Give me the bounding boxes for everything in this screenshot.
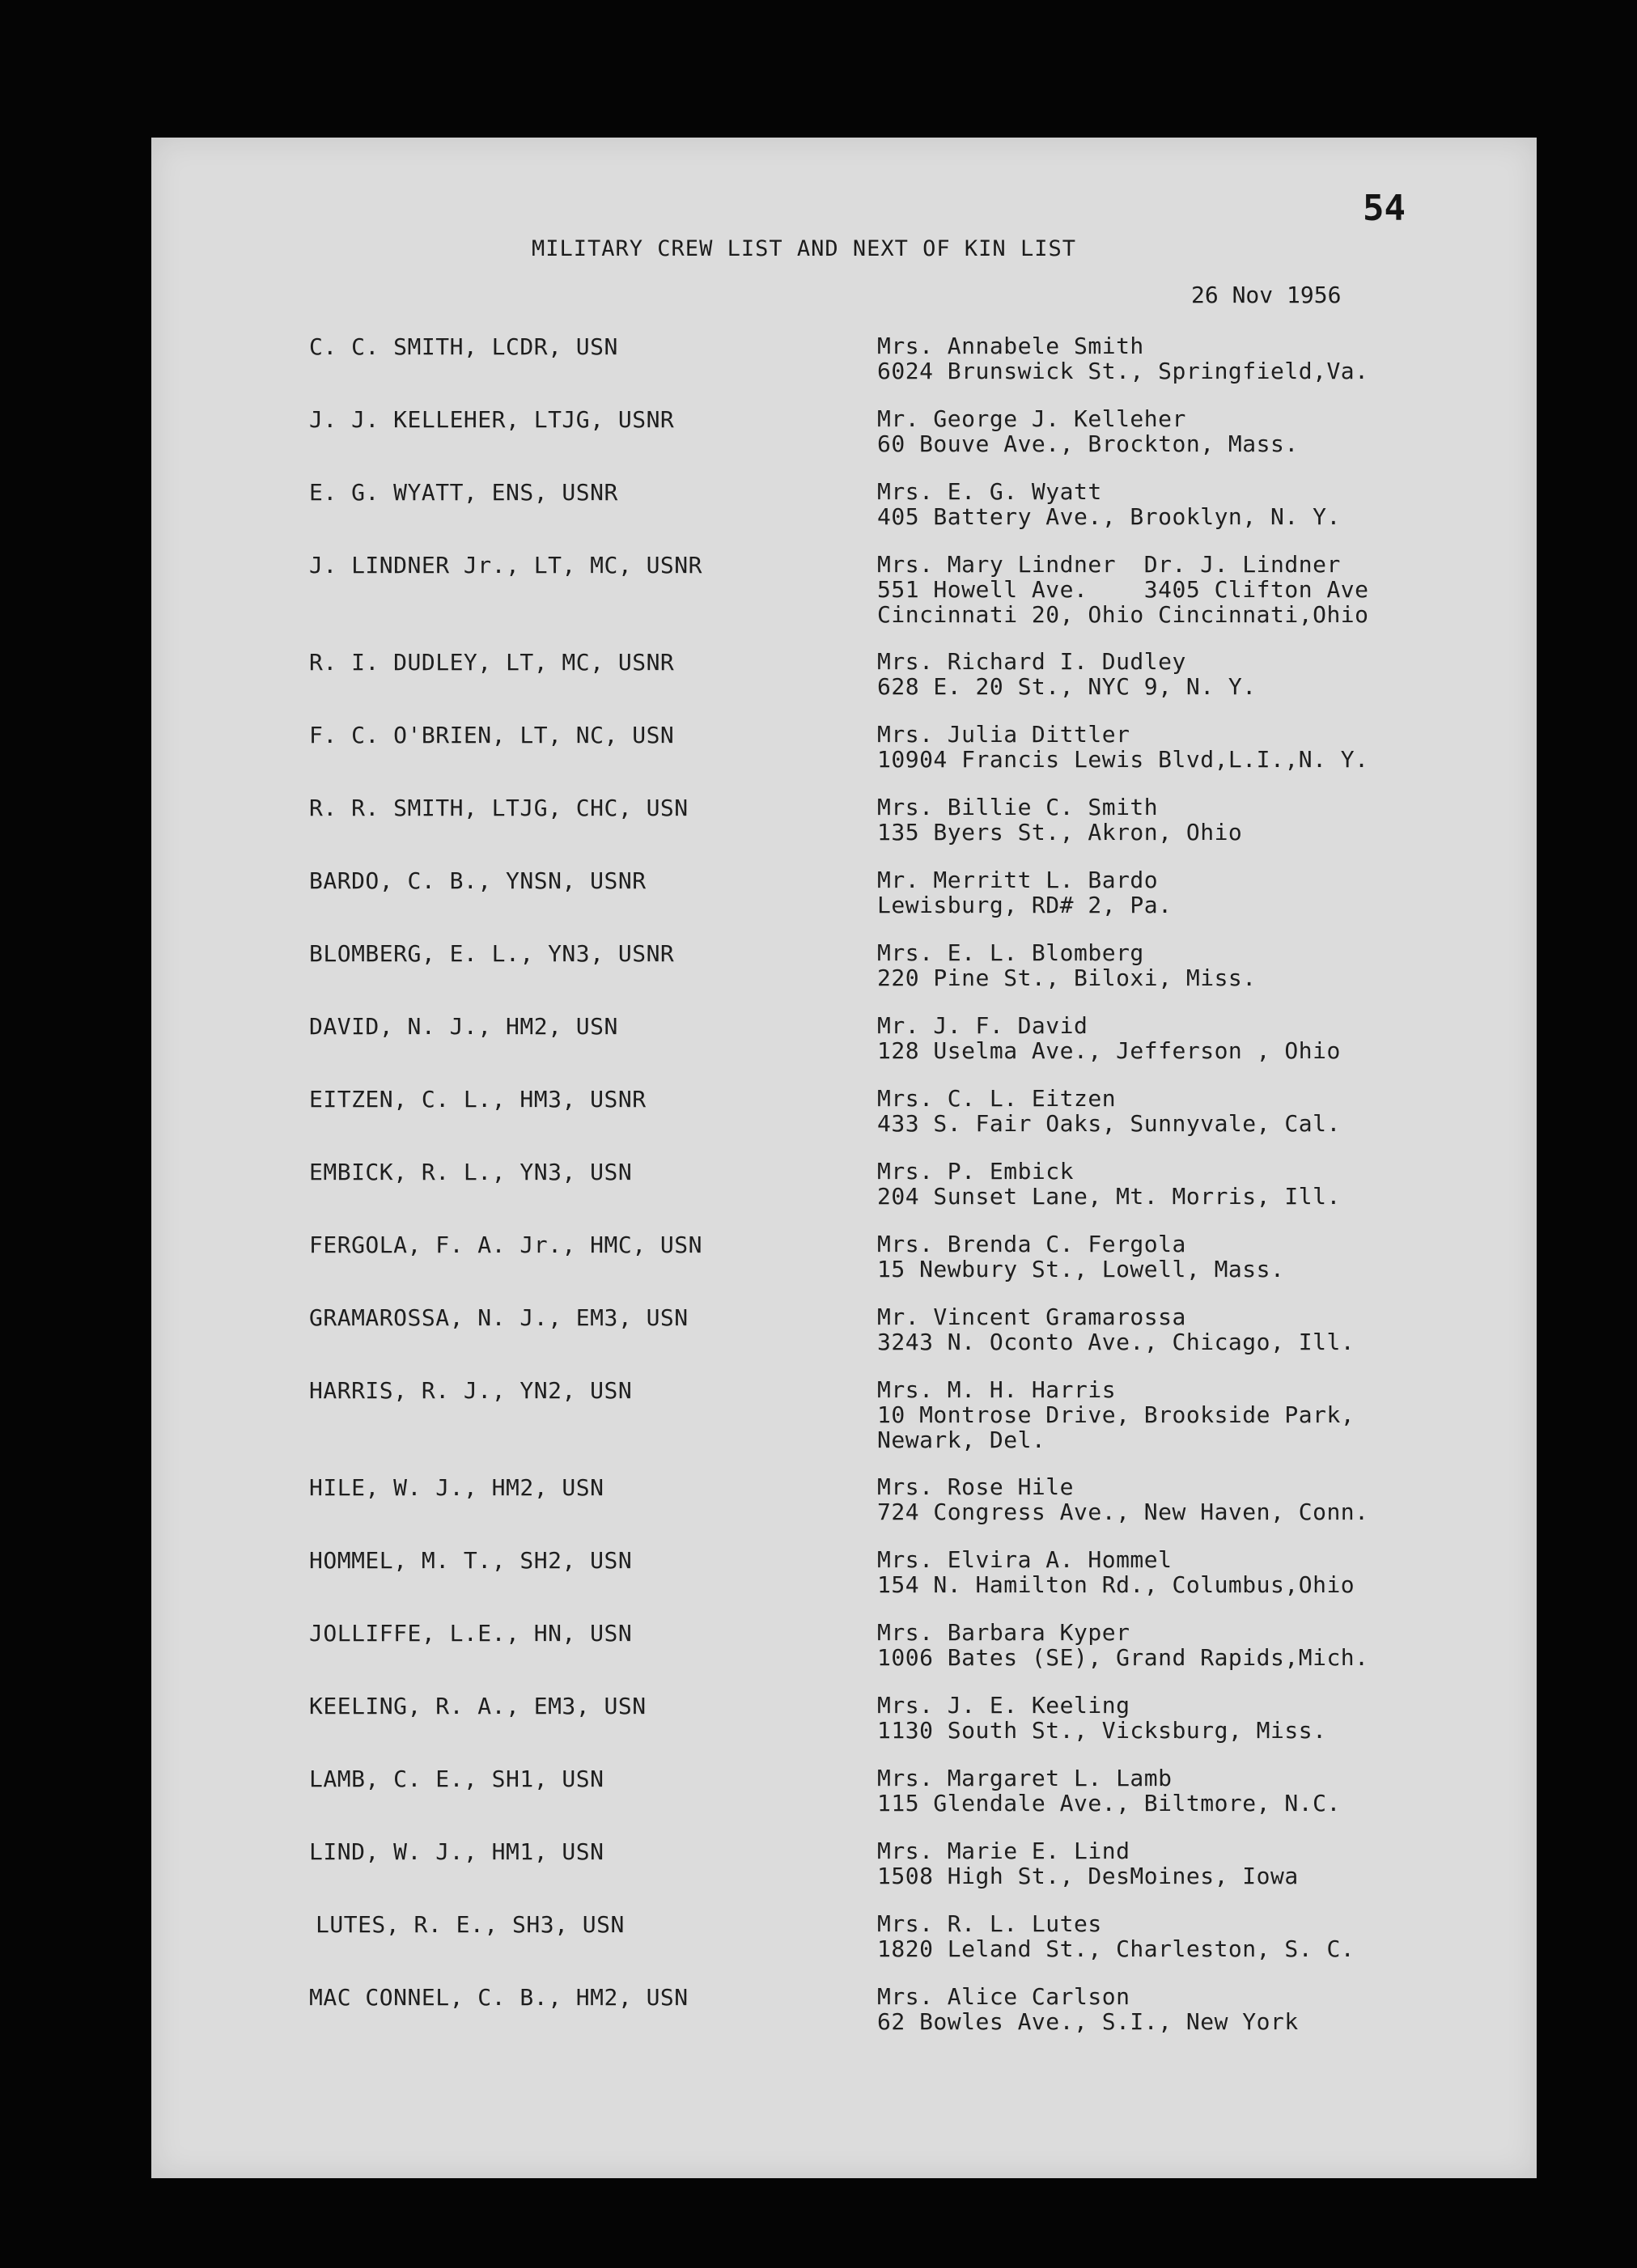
kin-name: Mrs. Rose Hile [877, 1473, 1075, 1500]
kin-address-line: Cincinnati 20, Ohio Cincinnati,Ohio [877, 601, 1369, 628]
kin-address-line: 15 Newbury St., Lowell, Mass. [877, 1256, 1285, 1282]
crew-member: C. C. SMITH, LCDR, USN [309, 333, 618, 360]
kin-address-line: 433 S. Fair Oaks, Sunnyvale, Cal. [877, 1110, 1341, 1137]
next-of-kin [877, 1547, 1355, 1597]
crew-member: R. R. SMITH, LTJG, CHC, USN [309, 795, 689, 821]
kin-address-line: 128 Uselma Ave., Jefferson , Ohio [877, 1037, 1341, 1064]
kin-name: Mrs. Elvira A. Hommel [877, 1546, 1173, 1573]
kin-name: Mrs. R. L. Lutes [877, 1910, 1102, 1937]
crew-member: JOLLIFFE, L.E., HN, USN [309, 1620, 633, 1647]
crew-member: J. LINDNER Jr., LT, MC, USNR [309, 552, 703, 579]
kin-name: Mrs. E. G. Wyatt [877, 478, 1102, 505]
kin-name: Mr. George J. Kelleher [877, 405, 1186, 432]
crew-member: HARRIS, R. J., YN2, USN [309, 1377, 633, 1404]
kin-address-line: 3243 N. Oconto Ave., Chicago, Ill. [877, 1329, 1355, 1355]
kin-name: Mrs. C. L. Eitzen [877, 1085, 1117, 1112]
crew-member: EITZEN, C. L., HM3, USNR [309, 1086, 647, 1113]
crew-member: FERGOLA, F. A. Jr., HMC, USN [309, 1232, 703, 1258]
crew-member: E. G. WYATT, ENS, USNR [309, 479, 618, 506]
kin-address-line: 551 Howell Ave. 3405 Clifton Ave [877, 576, 1369, 603]
crew-member: LAMB, C. E., SH1, USN [309, 1766, 604, 1792]
crew-member: BLOMBERG, E. L., YN3, USNR [309, 940, 675, 967]
kin-address-line: 62 Bowles Ave., S.I., New York [877, 2008, 1299, 2035]
kin-name: Mrs. Margaret L. Lamb [877, 1765, 1173, 1791]
crew-member: R. I. DUDLEY, LT, MC, USNR [309, 649, 675, 676]
next-of-kin [877, 1304, 1355, 1354]
crew-member: GRAMAROSSA, N. J., EM3, USN [309, 1304, 689, 1331]
next-of-kin [877, 1693, 1326, 1743]
kin-name: Mrs. Richard I. Dudley [877, 648, 1186, 675]
crew-member: F. C. O'BRIEN, LT, NC, USN [309, 722, 675, 748]
crew-member: J. J. KELLEHER, LTJG, USNR [309, 406, 675, 433]
kin-name: Mrs. Barbara Kyper [877, 1619, 1130, 1646]
kin-name: Mrs. Alice Carlson [877, 1983, 1130, 2010]
kin-name: Mr. Merritt L. Bardo [877, 867, 1159, 893]
crew-member: HOMMEL, M. T., SH2, USN [309, 1547, 633, 1574]
next-of-kin [877, 1159, 1341, 1209]
document-title: MILITARY CREW LIST AND NEXT OF KIN LIST [532, 236, 1076, 261]
kin-address-line: 6024 Brunswick St., Springfield,Va. [877, 358, 1369, 384]
crew-member: LUTES, R. E., SH3, USN [316, 1911, 625, 1938]
kin-address-line: Newark, Del. [877, 1427, 1046, 1453]
kin-address-line: 1006 Bates (SE), Grand Rapids,Mich. [877, 1644, 1369, 1671]
next-of-kin [877, 1766, 1341, 1816]
kin-name: Mrs. Marie E. Lind [877, 1838, 1130, 1864]
kin-address-line: 10904 Francis Lewis Blvd,L.I.,N. Y. [877, 746, 1369, 773]
next-of-kin [877, 1984, 1299, 2034]
next-of-kin [877, 333, 1369, 384]
kin-address-line: 1508 High St., DesMoines, Iowa [877, 1863, 1299, 1889]
page-number: 54 [1363, 188, 1406, 229]
next-of-kin [877, 406, 1299, 456]
kin-address-line: 204 Sunset Lane, Mt. Morris, Ill. [877, 1183, 1341, 1210]
kin-address-line: 220 Pine St., Biloxi, Miss. [877, 964, 1257, 991]
crew-member: BARDO, C. B., YNSN, USNR [309, 867, 647, 894]
next-of-kin [877, 1911, 1355, 1961]
next-of-kin [877, 1620, 1369, 1670]
kin-address-line: 135 Byers St., Akron, Ohio [877, 819, 1243, 846]
crew-member: KEELING, R. A., EM3, USN [309, 1693, 647, 1719]
kin-address-line: 405 Battery Ave., Brooklyn, N. Y. [877, 503, 1341, 530]
kin-name: Mrs. Julia Dittler [877, 721, 1130, 748]
next-of-kin [877, 1086, 1341, 1136]
next-of-kin [877, 1232, 1284, 1282]
kin-address-line: 724 Congress Ave., New Haven, Conn. [877, 1499, 1369, 1525]
next-of-kin [877, 940, 1257, 990]
document-date: 26 Nov 1956 [1191, 282, 1342, 308]
crew-member: MAC CONNEL, C. B., HM2, USN [309, 1984, 689, 2011]
next-of-kin [877, 1013, 1341, 1063]
crew-member: EMBICK, R. L., YN3, USN [309, 1159, 633, 1185]
next-of-kin [877, 552, 1369, 627]
next-of-kin [877, 1377, 1355, 1452]
next-of-kin [877, 1838, 1299, 1889]
kin-address-line: 10 Montrose Drive, Brookside Park, [877, 1401, 1355, 1428]
kin-address-line: 60 Bouve Ave., Brockton, Mass. [877, 430, 1299, 457]
kin-name: Mrs. Annabele Smith [877, 333, 1144, 359]
next-of-kin [877, 867, 1173, 918]
crew-member: LIND, W. J., HM1, USN [309, 1838, 604, 1865]
kin-name: Mrs. E. L. Blomberg [877, 939, 1144, 966]
kin-name: Mrs. J. E. Keeling [877, 1692, 1130, 1719]
kin-name: Mrs. Brenda C. Fergola [877, 1231, 1186, 1257]
kin-name: Mrs. Billie C. Smith [877, 794, 1159, 820]
kin-name: Mrs. Mary Lindner Dr. J. Lindner [877, 551, 1341, 578]
document-page [151, 138, 1537, 2178]
kin-address-line: 1820 Leland St., Charleston, S. C. [877, 1935, 1355, 1962]
next-of-kin [877, 795, 1242, 845]
crew-list [151, 138, 1537, 2178]
kin-address-line: Lewisburg, RD# 2, Pa. [877, 892, 1173, 918]
kin-address-line: 154 N. Hamilton Rd., Columbus,Ohio [877, 1571, 1355, 1598]
kin-address-line: 115 Glendale Ave., Biltmore, N.C. [877, 1790, 1341, 1817]
kin-name: Mrs. P. Embick [877, 1158, 1075, 1185]
next-of-kin [877, 479, 1341, 529]
kin-name: Mr. J. F. David [877, 1012, 1088, 1039]
kin-name: Mr. Vincent Gramarossa [877, 1304, 1186, 1330]
kin-address-line: 1130 South St., Vicksburg, Miss. [877, 1717, 1327, 1744]
kin-name: Mrs. M. H. Harris [877, 1376, 1117, 1403]
next-of-kin [877, 1474, 1369, 1524]
next-of-kin [877, 649, 1257, 699]
next-of-kin [877, 722, 1369, 772]
crew-member: DAVID, N. J., HM2, USN [309, 1013, 618, 1040]
kin-address-line: 628 E. 20 St., NYC 9, N. Y. [877, 673, 1257, 700]
crew-member: HILE, W. J., HM2, USN [309, 1474, 604, 1501]
